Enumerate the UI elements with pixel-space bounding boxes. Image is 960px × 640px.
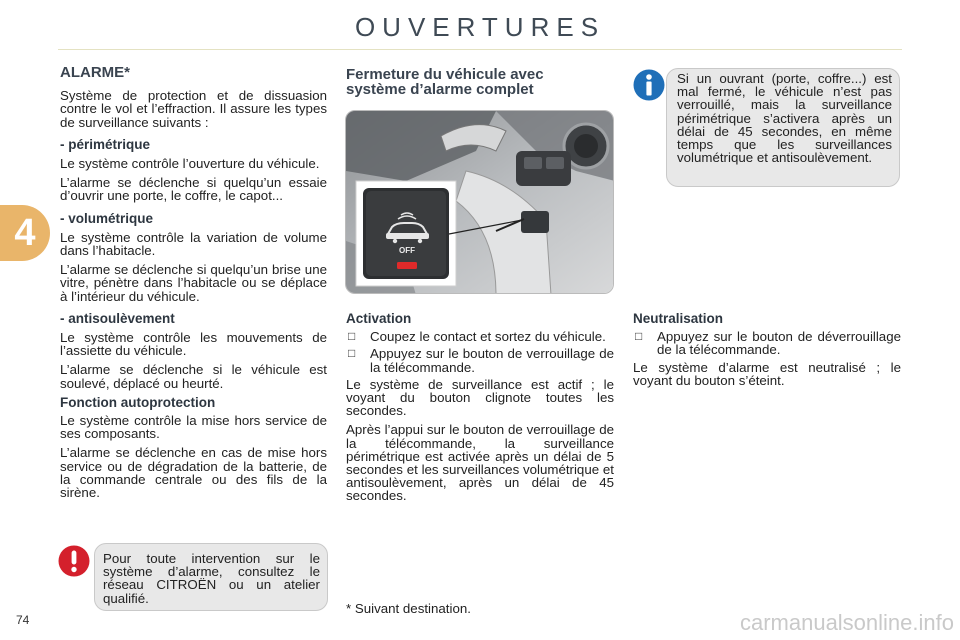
subheading-antisoulevement: - antisoulèvement xyxy=(60,310,175,326)
warning-note xyxy=(94,543,328,611)
page-title: OUVERTURES xyxy=(354,12,606,42)
off-label: OFF xyxy=(399,246,415,255)
section-heading-alarme: ALARME* xyxy=(60,64,130,81)
checkbox-arrow-icon: □ xyxy=(348,329,356,344)
chapter-tab xyxy=(0,205,50,261)
middle-column xyxy=(346,308,614,509)
right-column xyxy=(633,308,901,393)
list-item: □ Appuyez sur le bouton de déverrouillage de la télécommande. xyxy=(635,329,901,358)
watermark: carmanualsonline.info xyxy=(739,610,954,635)
paragraph: Après l’appui sur le bouton de verrouillage de la télécommande, la surveillance périmétrique est activée après un délai de 5 secondes et les surveillances volumétrique et antisoulèvement, après un délai de 45 secondes. xyxy=(346,422,614,504)
alarm-button-illustration xyxy=(346,111,614,294)
paragraph: Le système d’alarme est neutralisé ; le voyant du bouton s’éteint. xyxy=(633,359,901,388)
chapter-number: 4 xyxy=(14,211,36,254)
paragraph: Le système contrôle l’ouverture du véhicule. xyxy=(60,156,320,172)
checkbox-arrow-icon: □ xyxy=(348,346,356,361)
left-column xyxy=(60,66,327,505)
intro-paragraph: Système de protection et de dissuasion contre le vol et l’effraction. Il assure les types de surveillance suivants : xyxy=(60,88,327,130)
paragraph: Le système contrôle la variation de volume dans l’habitacle. xyxy=(60,229,327,259)
footnote: * Suivant destination. xyxy=(346,601,471,616)
warning-text: Pour toute intervention sur le système d’alarme, consultez le réseau CITROËN ou un atelier qualifié. xyxy=(103,551,320,606)
info-note xyxy=(666,68,900,187)
paragraph: L’alarme se déclenche si le véhicule est soulevé, déplacé ou heurté. xyxy=(60,362,327,391)
paragraph: L’alarme se déclenche si quelqu’un essaie d’ouvrir une porte, le coffre, le capot... xyxy=(60,175,327,204)
info-icon xyxy=(633,69,665,101)
paragraph: Le système contrôle les mouvements de l’assiette du véhicule. xyxy=(60,330,327,359)
header-divider xyxy=(58,49,902,50)
checkbox-arrow-icon: □ xyxy=(635,329,643,344)
alarm-indicator-led xyxy=(397,262,417,269)
info-text: Si un ouvrant (porte, coffre...) est mal fermé, le véhicule n’est pas verrouillé, mais la surveillance périmétrique s’activera après un délai de 45 secondes, en même temps que les surveillances volumétrique et antisoulèvement. xyxy=(677,71,892,166)
paragraph: L’alarme se déclenche en cas de mise hors service ou de dégradation de la batterie, de la commande centrale ou des fils de la sirène. xyxy=(60,445,327,501)
subheading-autoprotection: Fonction autoprotection xyxy=(60,394,216,410)
paragraph: L’alarme se déclenche si quelqu’un brise une vitre, pénètre dans l’habitacle ou se déplace à l’intérieur du véhicule. xyxy=(60,262,327,304)
subheading-neutralisation: Neutralisation xyxy=(633,311,724,326)
list-item: □ Appuyez sur le bouton de verrouillage de la télécommande. xyxy=(348,346,614,375)
subheading-perimetrique: - périmétrique xyxy=(60,136,151,152)
exclamation-icon xyxy=(58,545,90,577)
dashboard-photo xyxy=(345,110,614,294)
page-number: 74 xyxy=(16,613,30,627)
subheading-volumetrique: - volumétrique xyxy=(60,210,154,226)
subheading-activation: Activation xyxy=(346,311,412,326)
paragraph: Le système contrôle la mise hors service de ses composants. xyxy=(60,413,327,442)
section-heading-fermeture: Fermeture du véhicule avec système d’alarme complet xyxy=(346,66,544,98)
paragraph: Le système de surveillance est actif ; le voyant du bouton clignote toutes les secondes. xyxy=(346,376,614,419)
list-item: □ Coupez le contact et sortez du véhicule. xyxy=(348,329,606,345)
